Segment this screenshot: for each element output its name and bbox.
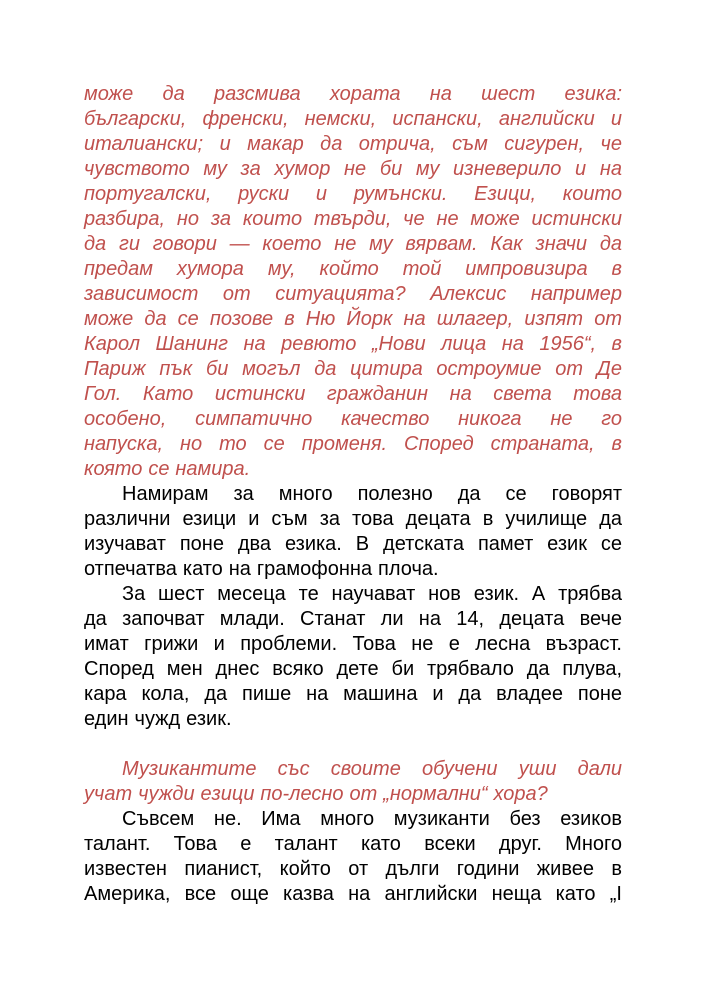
text-body [84,82,622,907]
text-line: Америка, все още казва на английски неща като „I [84,883,622,905]
text-line: известен пианист, който от дълги години живее в [84,858,622,880]
black-paragraph-1 [84,482,622,582]
text-line: португалски, руски и румънски. Езици, които [84,183,622,205]
text-line: зависимост от ситуацията? Алексис например [84,283,622,305]
text-line: може да разсмива хората на шест езика: [84,83,622,105]
text-line: Париж пък би могъл да цитира остроумие от Де [84,358,622,380]
text-line: може да се позове в Ню Йорк на шлагер, изпят от [84,308,622,330]
red-continuation-paragraph [84,82,622,482]
black-paragraph-2 [84,582,622,732]
text-line: да започват млади. Станат ли на 14, децата вече [84,608,622,630]
text-line: Намирам за много полезно да се говорят [122,483,622,505]
black-paragraph-3 [84,807,622,907]
text-line: Съвсем не. Има много музиканти без езиков [122,808,622,830]
text-line: имат грижи и проблеми. Това не е лесна възраст. [84,633,622,655]
text-line: За шест месеца те научават нов език. А трябва [122,583,622,605]
text-line: Карол Шанинг на ревюто „Нови лица на 1956“, в [84,333,622,355]
text-line: учат чужди езици по-лесно от „нормални“ хора? [84,783,548,805]
text-line: която се намира. [84,458,251,480]
text-line: изучават поне два езика. В детската памет език се [84,533,622,555]
text-line: напуска, но то се променя. Според страната, в [84,433,622,455]
text-line: разбира, но за които твърди, че не може истински [84,208,622,230]
text-line: Музикантите със своите обучени уши дали [122,758,622,780]
text-line: кара кола, да пише на машина и да владее поне [84,683,622,705]
text-line: талант. Това е талант като всеки друг. Много [84,833,622,855]
text-line: особено, симпатично качество никога не го [84,408,622,430]
text-line: Гол. Като истински гражданин на света това [84,383,622,405]
text-line: български, френски, немски, испански, английски и [84,108,622,130]
text-line: отпечатва като на грамофонна плоча. [84,558,439,580]
text-line: Според мен днес всяко дете би трябвало да плува, [84,658,622,680]
red-question-paragraph [84,757,622,807]
text-line: различни езици и съм за това децата в училище да [84,508,622,530]
text-line: предам хумора му, който той импровизира в [84,258,622,280]
text-line: чувството му за хумор не би му изневерило и на [84,158,622,180]
text-line: италиански; и макар да отрича, съм сигурен, че [84,133,622,155]
text-line: един чужд език. [84,708,232,730]
text-line: да ги говори — което не му вярвам. Как значи да [84,233,622,255]
